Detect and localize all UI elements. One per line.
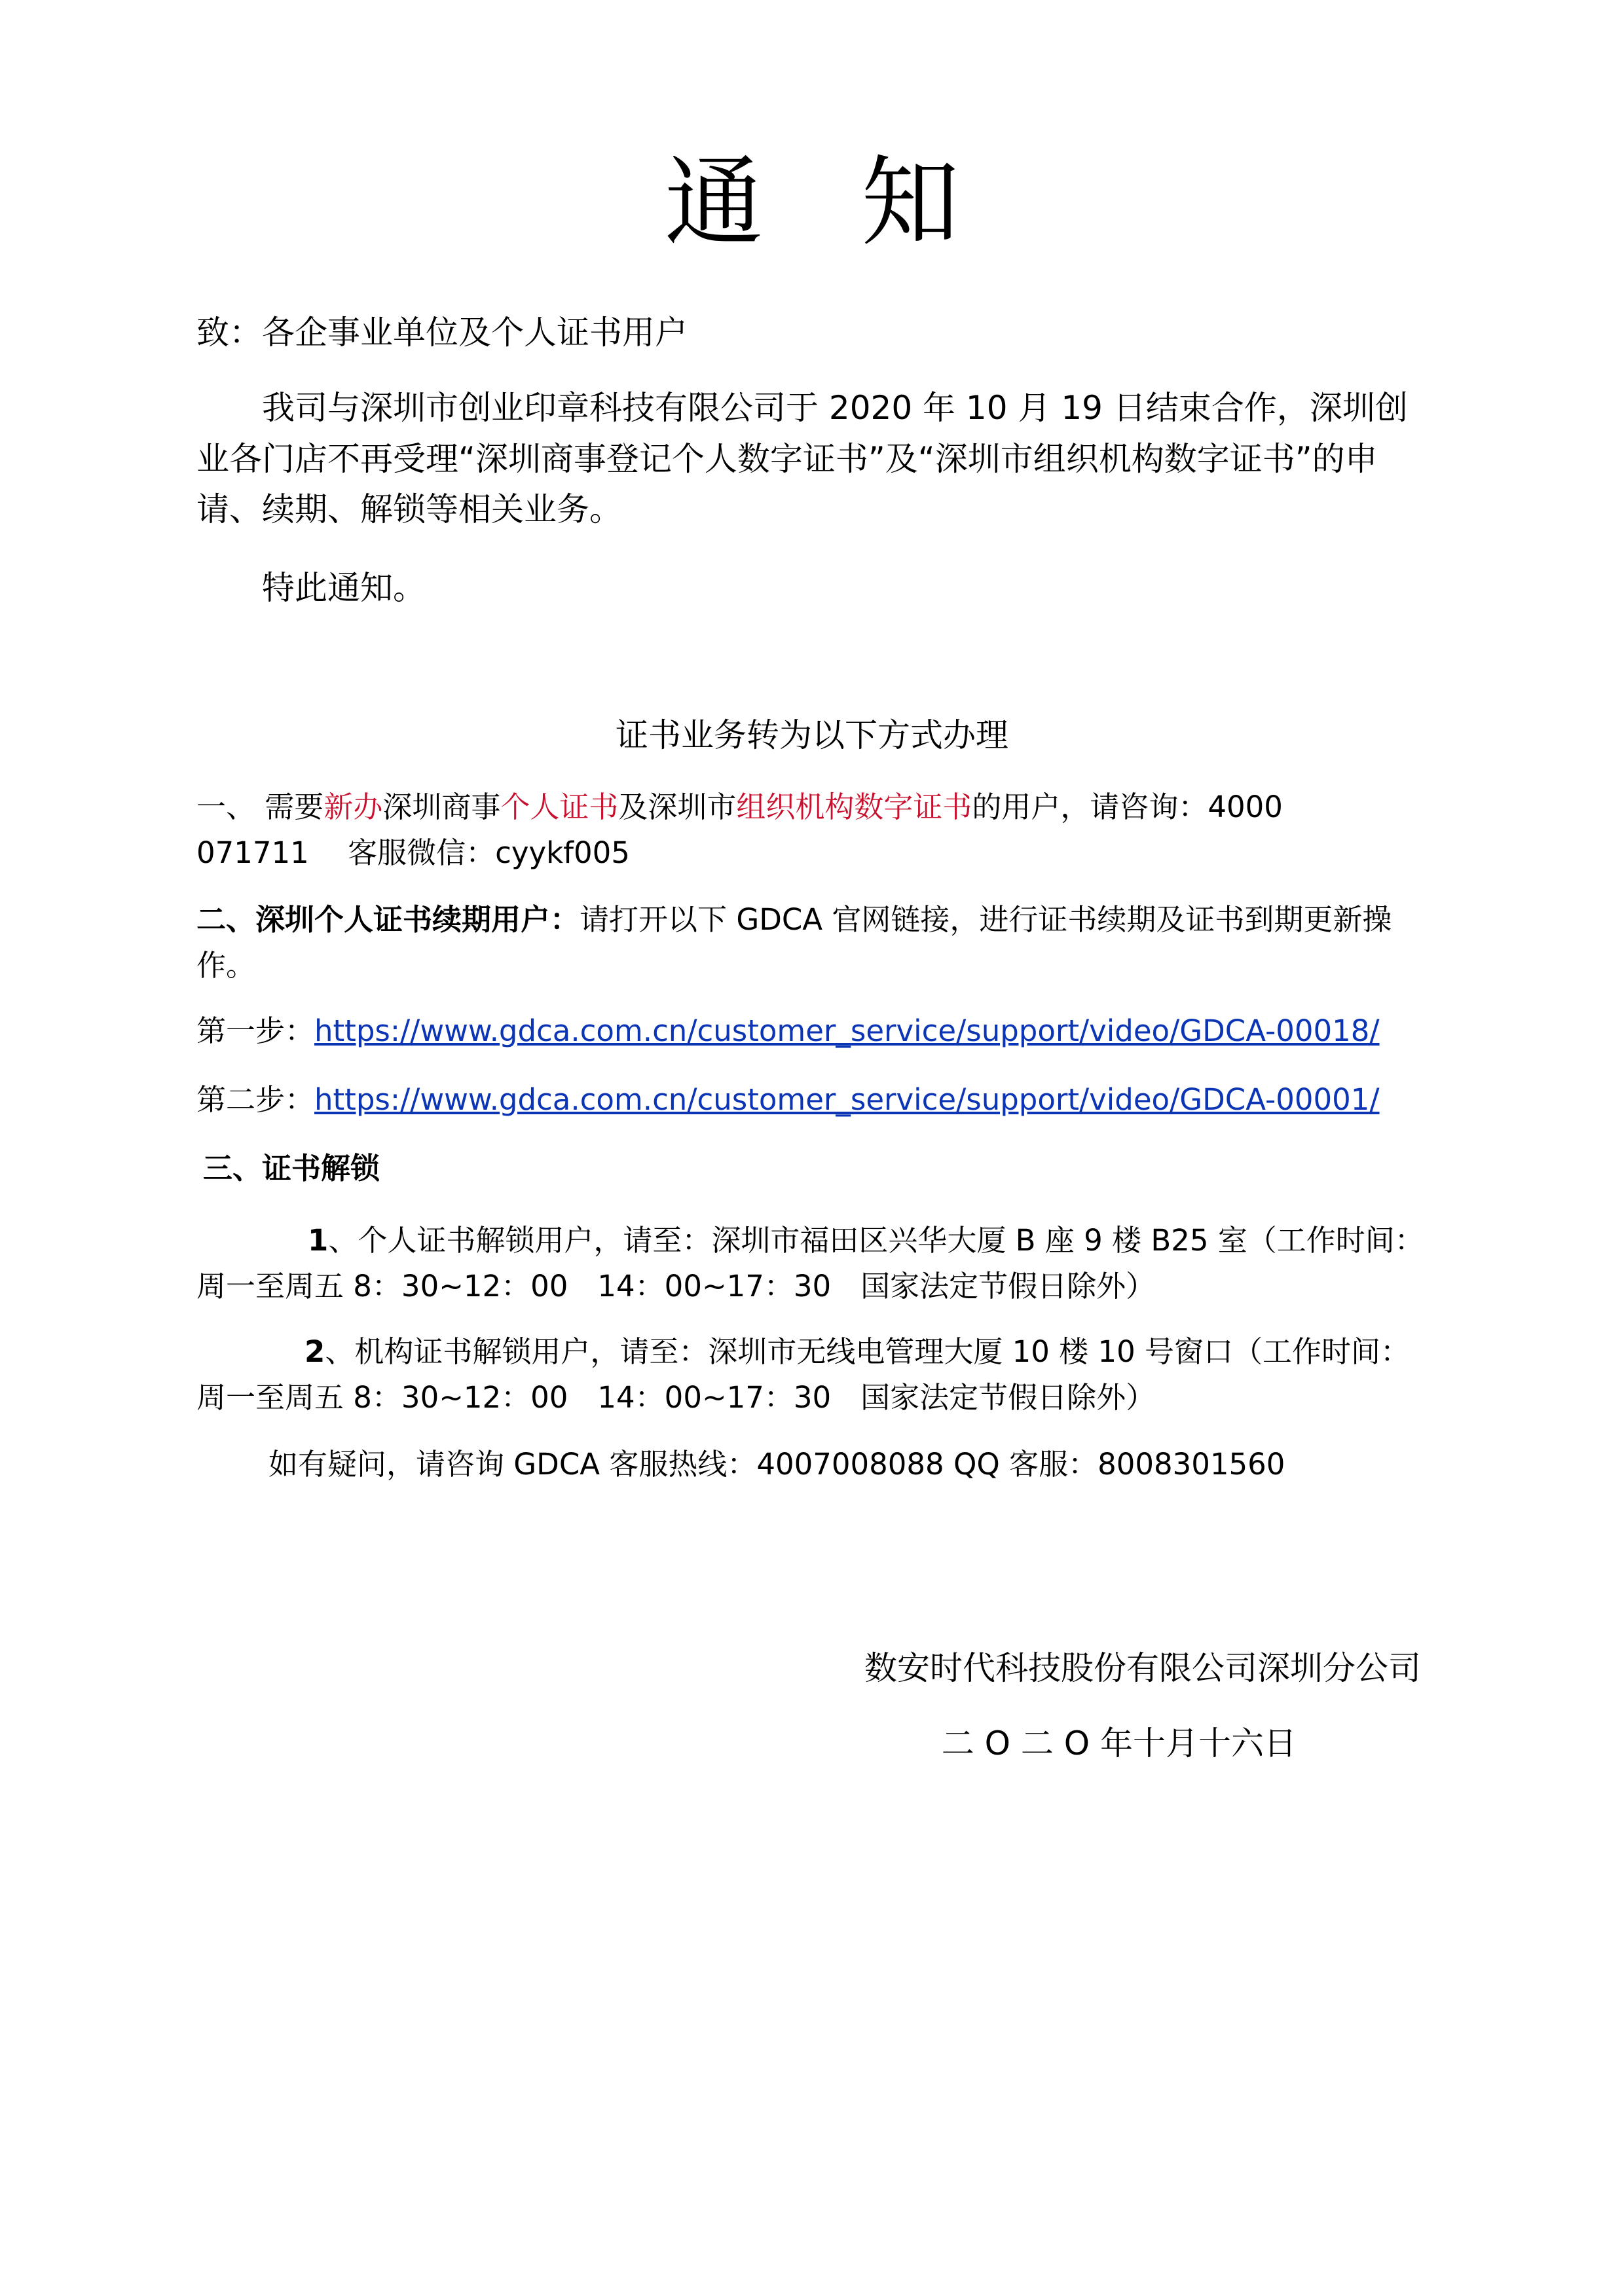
- title-char-right: 知: [861, 146, 960, 260]
- unlock-1-paragraph: [196, 1218, 1428, 1309]
- step-1-link[interactable]: https://www.gdca.com.cn/customer_service/support/video/GDCA-00018/: [314, 1013, 1380, 1048]
- item-1-line-2: 071711 客服微信：cyykf005: [196, 835, 630, 870]
- item-2-text: 请打开以下 GDCA 官网链接，进行证书续期及证书到期更新操作。: [196, 902, 1392, 983]
- item-3-heading: 三、证书解锁: [203, 1151, 380, 1186]
- notice-paragraph-2: 特此通知。: [262, 569, 426, 607]
- item-1-red-personal-certificate: 个人证书: [500, 790, 619, 824]
- unlock-2-text: 、机构证书解锁用户，请至：深圳市无线电管理大厦 10 楼 10 号窗口（工作时间：周一至周五 8：30~12：00 14：00~17：30 国家法定节假日除外）: [196, 1334, 1411, 1415]
- contact-line: 如有疑问，请咨询 GDCA 客服热线：4007008088 QQ 客服：8008301560: [268, 1447, 1285, 1482]
- step-2-link[interactable]: https://www.gdca.com.cn/customer_service/support/video/GDCA-00001/: [314, 1082, 1380, 1117]
- step-1-line: [196, 1008, 1380, 1054]
- item-1-suffix: 的用户，请咨询：4000: [972, 790, 1283, 824]
- item-2-paragraph: [196, 897, 1428, 989]
- signature-date: 二 O 二 O 年十月十六日: [941, 1724, 1297, 1762]
- item-1-mid-1: 深圳商事: [382, 790, 501, 824]
- step-1-label: 第一步：: [196, 1013, 315, 1048]
- unlock-2-number: 2: [304, 1334, 325, 1369]
- item-1-paragraph: [196, 784, 1428, 876]
- step-2-line: [196, 1077, 1380, 1123]
- unlock-1-text: 、个人证书解锁用户，请至：深圳市福田区兴华大厦 B 座 9 楼 B25 室（工作时间：周一至周五 8：30~12：00 14：00~17：30 国家法定节假日除外）: [196, 1223, 1424, 1303]
- section-heading: 证书业务转为以下方式办理: [616, 716, 1008, 754]
- item-1-mid-2: 及深圳市: [618, 790, 737, 824]
- item-1-red-organization-certificate: 组织机构数字证书: [736, 790, 972, 824]
- item-2-lead: 二、深圳个人证书续期用户：: [196, 902, 580, 937]
- title-char-left: 通: [664, 146, 763, 260]
- item-1-red-new: 新办: [323, 790, 383, 824]
- signature-company: 数安时代科技股份有限公司深圳分公司: [864, 1649, 1421, 1687]
- page-title: [0, 144, 1624, 262]
- unlock-1-number: 1: [308, 1223, 329, 1258]
- step-2-label: 第二步：: [196, 1082, 315, 1117]
- notice-paragraph-1: 我司与深圳市创业印章科技有限公司于 2020 年 10 月 19 日结束合作，深圳创业各门店不再受理“深圳商事登记个人数字证书”及“深圳市组织机构数字证书”的申请、续期、解锁等相关业务。: [196, 389, 1408, 528]
- item-1-prefix: 一、 需要: [196, 790, 324, 824]
- recipient-line: 致：各企事业单位及个人证书用户: [196, 314, 688, 352]
- unlock-2-paragraph: [196, 1329, 1428, 1421]
